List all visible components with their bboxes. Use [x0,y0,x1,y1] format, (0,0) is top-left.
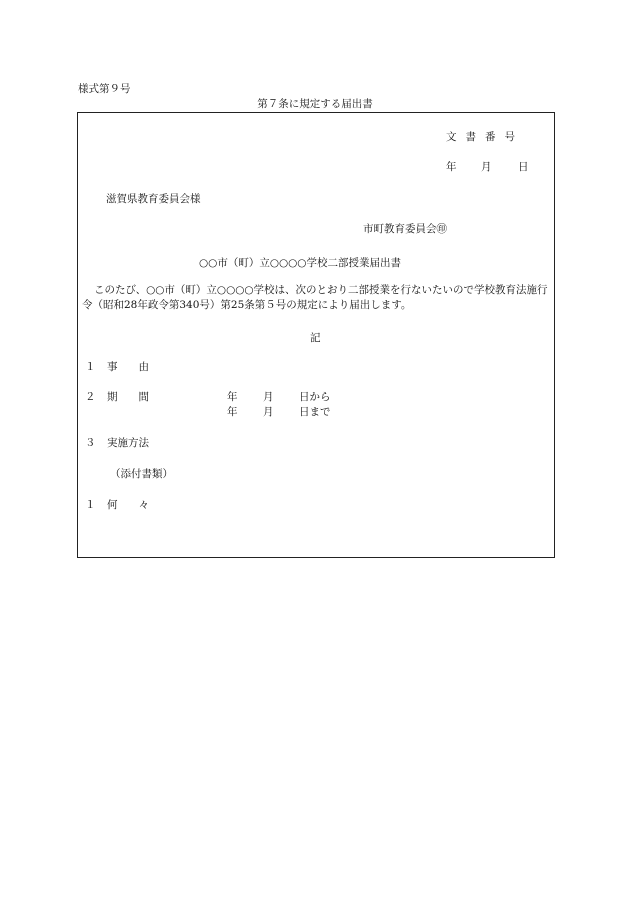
period-from-month: 月 [263,391,274,403]
date-day: 日 [518,161,529,173]
item-label: 期 間 [107,391,149,403]
period-from-day: 日から [299,391,331,403]
date-month: 月 [481,161,492,173]
item-reason [85,361,149,374]
item-number: １ [85,361,96,373]
period-to-year: 年 [227,406,238,418]
date-line [446,161,529,174]
sender: 市町教育委員会㊞ [363,223,447,235]
document-number-label: 文書番号 [446,131,524,143]
attachment-item [85,499,149,512]
period-to [227,406,331,419]
item-number: ３ [85,437,96,449]
ki-label: 記 [310,332,321,344]
item-label: 何 々 [107,499,149,511]
period-from-year: 年 [227,391,238,403]
document-title: 第７条に規定する届出書 [257,98,373,110]
period-to-day: 日まで [299,406,331,418]
attachments-label: （添付書類） [110,468,173,480]
period-from [227,391,331,404]
date-year: 年 [446,161,457,173]
item-period [85,391,149,404]
item-number: １ [85,499,96,511]
item-number: ２ [85,391,96,403]
subject-title: ○○市（町）立○○○○学校二部授業届出書 [199,257,401,269]
item-method [85,437,149,450]
item-label: 実施方法 [107,437,149,449]
period-to-month: 月 [263,406,274,418]
addressee: 滋賀県教育委員会様 [106,193,201,205]
form-number: 様式第９号 [78,83,131,95]
item-label: 事 由 [107,361,149,373]
body-text: このたび、○○市（町）立○○○○学校は、次のとおり二部授業を行ないたいので学校教育法施行令（昭和28年政令第340号）第25条第５号の規定により届出します。 [82,284,548,311]
